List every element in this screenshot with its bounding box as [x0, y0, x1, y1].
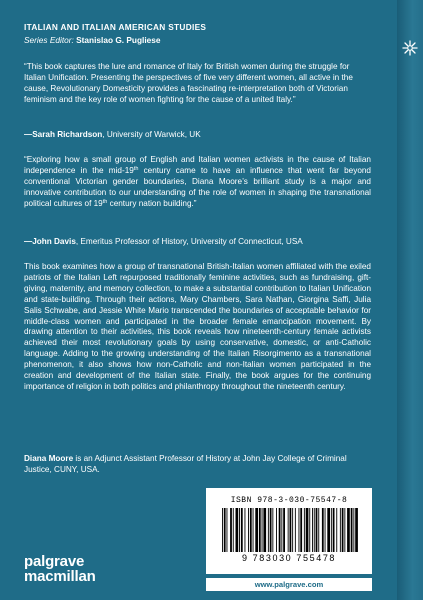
series-title: ITALIAN AND ITALIAN AMERICAN STUDIES [24, 22, 207, 32]
endorser-name-2: —John Davis [24, 237, 76, 246]
author-bio [24, 454, 371, 476]
endorsement-quote-1: “This book captures the lure and romance of Italy for British women during the struggle for Italian Unification. Presenting the perspectives of five very different women, all active in the cause, Revolutionary Domesticity provides a fascinating re-interpretation both of Victorian feminism and the key role of women fighting for the cause of a united Italy.” [24, 62, 353, 104]
series-editor-name: Stanislao G. Pugliese [76, 35, 161, 45]
publisher-line-2: macmillan [24, 568, 96, 585]
book-description: This book examines how a group of transnational British-Italian women affiliated with the exiled patriots of the Italian Left repurposed traditionally feminine activities, such as fundraising, gift-giving, maternity, and memory collection, to make a substantial contribution to Italian Unification and state-building. Through their actions, Mary Chambers, Sara Nathan, Giorgina Saffi, Julia Salis Schwabe, and Jessie White Mario transcended the boundaries of acceptable behavior for middle-class women and participated in the broader female emancipation movement. By drawing attention to their activities, this book reveals how nineteenth-century female activists achieved their most revolutionary goals by using conservative, domestic, or anti-Catholic language. Adding to the growing understanding of the Italian Risorgimento as a transnational phenomenon, it also shows how non-Catholic and non-Italian women participated in the creation and development of the Italian state. Finally, the book argues for the continuing importance of religion in both politics and philanthropy throughout the nineteenth century. [24, 262, 371, 391]
publisher-logo [24, 554, 96, 584]
series-editor-label: Series Editor: [24, 35, 74, 45]
endorsement-attribution-1 [24, 130, 371, 141]
author-name: Diana Moore [24, 454, 74, 463]
endorser-name-1: —Sarah Richardson [24, 130, 103, 139]
quote2-sup-b: th [102, 198, 108, 205]
barcode [220, 508, 358, 552]
quote2-part-b: century came to have an influence that went far beyond conventional Victorian gender boundaries, Diana Moore’s brilliant study is a major and innovative contribution to our understanding of the role of women in shaping the transnational political cultures of 19 [24, 165, 371, 208]
book-spine [397, 0, 423, 600]
quote2-part-a: “Exploring how a small group of English and Italian women activists in the cause of Italian independence in the mid-19 [24, 155, 371, 175]
endorsement-attribution-2 [24, 237, 371, 248]
endorser-affiliation-2: , Emeritus Professor of History, University of Connecticut, USA [75, 237, 303, 246]
barcode-digits: 9 783030 755478 [241, 553, 337, 563]
palgrave-spine-logo-icon [402, 40, 418, 56]
endorsement-quote-2 [24, 155, 371, 210]
author-bio-text: is an Adjunct Assistant Professor of History at John Jay College of Criminal Justice, CUNY, USA. [24, 454, 347, 474]
quote2-part-c: century nation building.” [107, 198, 197, 208]
publisher-line-1: palgrave [24, 553, 85, 570]
quote2-sup-a: th [133, 165, 139, 172]
endorser-affiliation-1: , University of Warwick, UK [102, 130, 201, 139]
barcode-panel [206, 488, 372, 574]
publisher-website: www.palgrave.com [206, 578, 372, 591]
isbn-label: ISBN 978-3-030-75547-8 [230, 496, 348, 505]
series-editor [24, 35, 161, 45]
